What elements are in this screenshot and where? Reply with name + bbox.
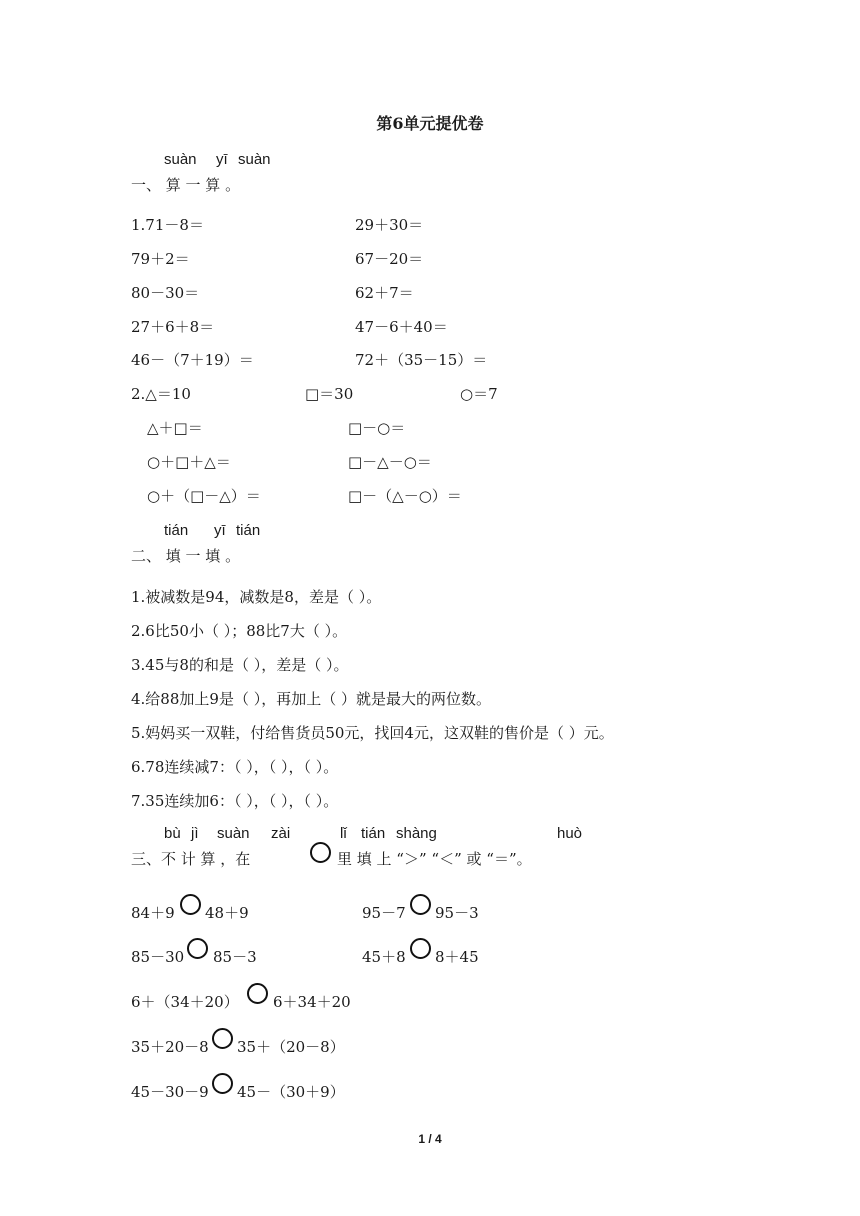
section2-pinyin-1: tián (164, 522, 189, 539)
section1-pinyin-2: yī (216, 151, 228, 168)
section1-heading: 一、 算 一 算 。 (131, 176, 241, 194)
compare-circle-icon[interactable] (410, 894, 431, 915)
q1-right-5: 72＋（35－15）＝ (355, 351, 488, 369)
fill-item-3: 3.45与8的和是（ ），差是（ ）。 (131, 656, 349, 674)
section3-pinyin-2: jì (191, 825, 199, 842)
compare-2-left-a: 85－30 (131, 948, 185, 966)
fill-item-2: 2.6比50小（ ）；88比7大（ ）。 (131, 622, 348, 640)
compare-1-left-a: 84＋9 (131, 904, 175, 922)
section2-heading: 二、 填 一 填 。 (131, 547, 241, 565)
section3-heading-b: 里 填 上 “＞” “＜” 或 “＝”。 (337, 850, 532, 868)
q2-left-2: ○＋□＋△＝ (147, 453, 231, 471)
compare-circle-icon[interactable] (187, 938, 208, 959)
compare-circle-icon[interactable] (410, 938, 431, 959)
page-title: 第6单元提优卷 (376, 114, 484, 133)
compare-2-left-b: 85－3 (213, 948, 257, 966)
page-number: 1 / 4 (418, 1132, 442, 1146)
compare-5-left-b: 45－（30＋9） (237, 1083, 345, 1101)
q1-right-3: 62＋7＝ (355, 284, 414, 302)
q1-left-4: 27＋6＋8＝ (131, 318, 215, 336)
q2-given-circle: ○＝7 (460, 385, 498, 403)
compare-1-left-b: 48＋9 (205, 904, 249, 922)
compare-3-left-a: 6＋（34＋20） (131, 993, 239, 1011)
section1-pinyin-1: suàn (164, 151, 197, 168)
q1-left-3: 80－30＝ (131, 284, 200, 302)
section3-pinyin-4: zài (271, 825, 291, 842)
q2-right-3: □－（△－○）＝ (348, 487, 462, 505)
q2-right-2: □－△－○＝ (348, 453, 432, 471)
section1-pinyin-3: suàn (238, 151, 271, 168)
q2-given-triangle: 2.△＝10 (131, 385, 191, 403)
compare-circle-icon[interactable] (180, 894, 201, 915)
section3-pinyin-1: bù (164, 825, 181, 842)
fill-item-6: 6.78连续减7：（ ），（ ），（ ）。 (131, 758, 339, 776)
compare-4-left-b: 35＋（20－8） (237, 1038, 345, 1056)
compare-1-right-b: 95－3 (435, 904, 479, 922)
q2-right-1: □－○＝ (348, 419, 406, 437)
q1-left-5: 46－（7＋19）＝ (131, 351, 254, 369)
section2-pinyin-3: tián (236, 522, 261, 539)
q2-left-3: ○＋（□－△）＝ (147, 487, 261, 505)
section3-pinyin-6: tián (361, 825, 386, 842)
compare-circle-icon[interactable] (247, 983, 268, 1004)
q2-left-1: △＋□＝ (147, 419, 203, 437)
q2-given-square: □＝30 (305, 385, 354, 403)
compare-2-right-a: 45＋8 (362, 948, 406, 966)
heading-circle-icon (310, 842, 331, 863)
compare-circle-icon[interactable] (212, 1028, 233, 1049)
compare-circle-icon[interactable] (212, 1073, 233, 1094)
q1-right-4: 47－6＋40＝ (355, 318, 448, 336)
q1-left-1: 1.71－8＝ (131, 216, 204, 234)
fill-item-1: 1.被减数是94，减数是8，差是（ ）。 (131, 588, 382, 606)
compare-3-left-b: 6＋34＋20 (273, 993, 351, 1011)
section3-pinyin-5: lǐ (340, 825, 347, 842)
q1-right-1: 29＋30＝ (355, 216, 424, 234)
q1-left-2: 79＋2＝ (131, 250, 190, 268)
compare-2-right-b: 8＋45 (435, 948, 479, 966)
fill-item-7: 7.35连续加6：（ ），（ ），（ ）。 (131, 792, 339, 810)
section3-heading-a: 三、不 计 算 ，在 (131, 850, 251, 868)
section3-pinyin-3: suàn (217, 825, 250, 842)
fill-item-5: 5.妈妈买一双鞋，付给售货员50元，找回4元，这双鞋的售价是（ ）元。 (131, 724, 614, 742)
section2-pinyin-2: yī (214, 522, 226, 539)
fill-item-4: 4.给88加上9是（ ），再加上（ ）就是最大的两位数。 (131, 690, 491, 708)
compare-4-left-a: 35＋20－8 (131, 1038, 209, 1056)
q1-right-2: 67－20＝ (355, 250, 424, 268)
compare-1-right-a: 95－7 (362, 904, 406, 922)
compare-5-left-a: 45－30－9 (131, 1083, 209, 1101)
section3-pinyin-8: huò (557, 825, 583, 842)
section3-pinyin-7: shàng (396, 825, 437, 842)
